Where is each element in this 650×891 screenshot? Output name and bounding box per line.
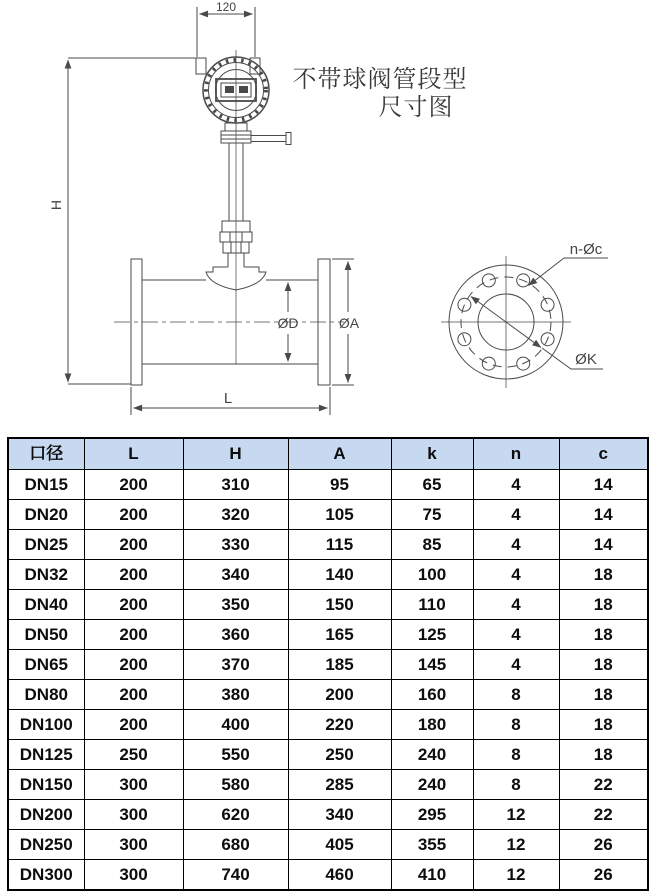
cell-dn-size: DN300 [8, 859, 84, 890]
cell-value: 180 [391, 709, 473, 739]
cell-value: 405 [288, 829, 391, 859]
cell-value: 250 [84, 739, 183, 769]
table-row [8, 559, 648, 589]
cell-value: 22 [559, 799, 648, 829]
dim-h-label: H [48, 199, 64, 211]
cell-value: 240 [391, 769, 473, 799]
bolt-hole [482, 357, 495, 370]
cell-value: 26 [559, 829, 648, 859]
table-row [8, 769, 648, 799]
dim-od-label: ØD [277, 315, 299, 331]
dim-120-label: 120 [215, 0, 237, 14]
flange-face-view [441, 256, 608, 388]
cell-value: 8 [473, 709, 559, 739]
cell-dn-size: DN50 [8, 619, 84, 649]
conduit-cap [286, 133, 291, 145]
cell-value: 140 [288, 559, 391, 589]
cell-value: 410 [391, 859, 473, 890]
cell-value: 310 [183, 469, 288, 499]
cell-value: 26 [559, 859, 648, 890]
drawing-title-line2: 尺寸图 [378, 94, 454, 121]
cell-value: 300 [84, 799, 183, 829]
cell-value: 4 [473, 619, 559, 649]
cell-value: 75 [391, 499, 473, 529]
display-digits-left [225, 86, 234, 93]
cell-value: 145 [391, 649, 473, 679]
col-header-4: k [391, 438, 473, 469]
cell-value: 200 [288, 679, 391, 709]
table-row [8, 649, 648, 679]
cell-value: 355 [391, 829, 473, 859]
cell-value: 295 [391, 799, 473, 829]
cell-value: 360 [183, 619, 288, 649]
cell-value: 200 [84, 469, 183, 499]
cell-value: 580 [183, 769, 288, 799]
cell-value: 160 [391, 679, 473, 709]
cell-value: 185 [288, 649, 391, 679]
cell-value: 18 [559, 589, 648, 619]
cell-value: 18 [559, 559, 648, 589]
cell-value: 200 [84, 709, 183, 739]
bolt-hole [482, 274, 495, 287]
cell-value: 200 [84, 679, 183, 709]
technical-drawing [0, 0, 650, 437]
cell-value: 85 [391, 529, 473, 559]
col-header-2: H [183, 438, 288, 469]
cell-value: 8 [473, 739, 559, 769]
cell-value: 14 [559, 499, 648, 529]
table-row [8, 679, 648, 709]
cell-value: 4 [473, 469, 559, 499]
table-row [8, 499, 648, 529]
cell-value: 200 [84, 529, 183, 559]
cell-value: 460 [288, 859, 391, 890]
cell-dn-size: DN250 [8, 829, 84, 859]
cell-value: 370 [183, 649, 288, 679]
table-row [8, 859, 648, 890]
cell-value: 330 [183, 529, 288, 559]
cell-value: 18 [559, 739, 648, 769]
cell-dn-size: DN100 [8, 709, 84, 739]
cell-dn-size: DN200 [8, 799, 84, 829]
table-row [8, 589, 648, 619]
cell-value: 300 [84, 769, 183, 799]
cell-value: 240 [391, 739, 473, 769]
cell-value: 4 [473, 649, 559, 679]
cell-value: 400 [183, 709, 288, 739]
dim-oa-label: ØA [338, 315, 360, 331]
cell-value: 18 [559, 649, 648, 679]
cell-value: 150 [288, 589, 391, 619]
cell-value: 115 [288, 529, 391, 559]
cell-value: 550 [183, 739, 288, 769]
cell-value: 200 [84, 589, 183, 619]
cell-value: 14 [559, 529, 648, 559]
col-header-5: n [473, 438, 559, 469]
cell-value: 12 [473, 859, 559, 890]
cell-value: 12 [473, 829, 559, 859]
cell-value: 200 [84, 649, 183, 679]
cell-value: 350 [183, 589, 288, 619]
cell-value: 165 [288, 619, 391, 649]
col-header-3: A [288, 438, 391, 469]
cell-dn-size: DN15 [8, 469, 84, 499]
cell-value: 105 [288, 499, 391, 529]
cell-dn-size: DN32 [8, 559, 84, 589]
dim-H [68, 58, 197, 384]
bolt-circle-label: ØK [575, 351, 597, 368]
cell-value: 18 [559, 679, 648, 709]
cell-value: 8 [473, 769, 559, 799]
display-digits-right [239, 86, 248, 93]
cell-value: 300 [84, 859, 183, 890]
head-lug-left [196, 58, 206, 74]
cell-value: 285 [288, 769, 391, 799]
table-row [8, 709, 648, 739]
table-row [8, 529, 648, 559]
table-row [8, 469, 648, 499]
cell-dn-size: DN20 [8, 499, 84, 529]
bolt-hole [541, 298, 554, 311]
dim-l-label: L [223, 390, 233, 407]
cell-dn-size: DN65 [8, 649, 84, 679]
table-row [8, 619, 648, 649]
cell-value: 220 [288, 709, 391, 739]
table-header-row [8, 438, 648, 469]
cell-value: 4 [473, 499, 559, 529]
cell-value: 340 [288, 799, 391, 829]
cell-value: 12 [473, 799, 559, 829]
bolt-holes-label: n-Øc [569, 241, 603, 258]
cell-value: 95 [288, 469, 391, 499]
transmitter-head [196, 57, 269, 123]
table-row [8, 799, 648, 829]
cell-value: 65 [391, 469, 473, 499]
cell-value: 200 [84, 499, 183, 529]
cell-dn-size: DN150 [8, 769, 84, 799]
dimension-table [7, 437, 649, 891]
col-header-0: 口径 [8, 438, 84, 469]
table-row [8, 739, 648, 769]
dimension-table-wrap [7, 437, 647, 891]
cell-value: 250 [288, 739, 391, 769]
cell-value: 22 [559, 769, 648, 799]
head-neck [221, 123, 291, 145]
cell-value: 300 [84, 829, 183, 859]
cell-value: 8 [473, 679, 559, 709]
cell-value: 4 [473, 559, 559, 589]
cell-value: 100 [391, 559, 473, 589]
cell-value: 620 [183, 799, 288, 829]
cell-value: 320 [183, 499, 288, 529]
cell-dn-size: DN125 [8, 739, 84, 769]
table-body [8, 469, 648, 890]
cell-value: 4 [473, 589, 559, 619]
cell-dn-size: DN25 [8, 529, 84, 559]
cell-value: 200 [84, 619, 183, 649]
cell-dn-size: DN80 [8, 679, 84, 709]
col-header-1: L [84, 438, 183, 469]
col-header-6: c [559, 438, 648, 469]
cell-value: 340 [183, 559, 288, 589]
cell-value: 4 [473, 529, 559, 559]
drawing-title-line1: 不带球阀管段型 [292, 66, 468, 93]
cell-value: 200 [84, 559, 183, 589]
cell-dn-size: DN40 [8, 589, 84, 619]
cell-value: 18 [559, 709, 648, 739]
cell-value: 125 [391, 619, 473, 649]
table-row [8, 829, 648, 859]
cell-value: 680 [183, 829, 288, 859]
cell-value: 14 [559, 469, 648, 499]
cell-value: 740 [183, 859, 288, 890]
dim-120 [197, 7, 255, 57]
cell-value: 110 [391, 589, 473, 619]
cell-value: 18 [559, 619, 648, 649]
flowmeter-dimension-drawing [0, 0, 650, 437]
cell-value: 380 [183, 679, 288, 709]
